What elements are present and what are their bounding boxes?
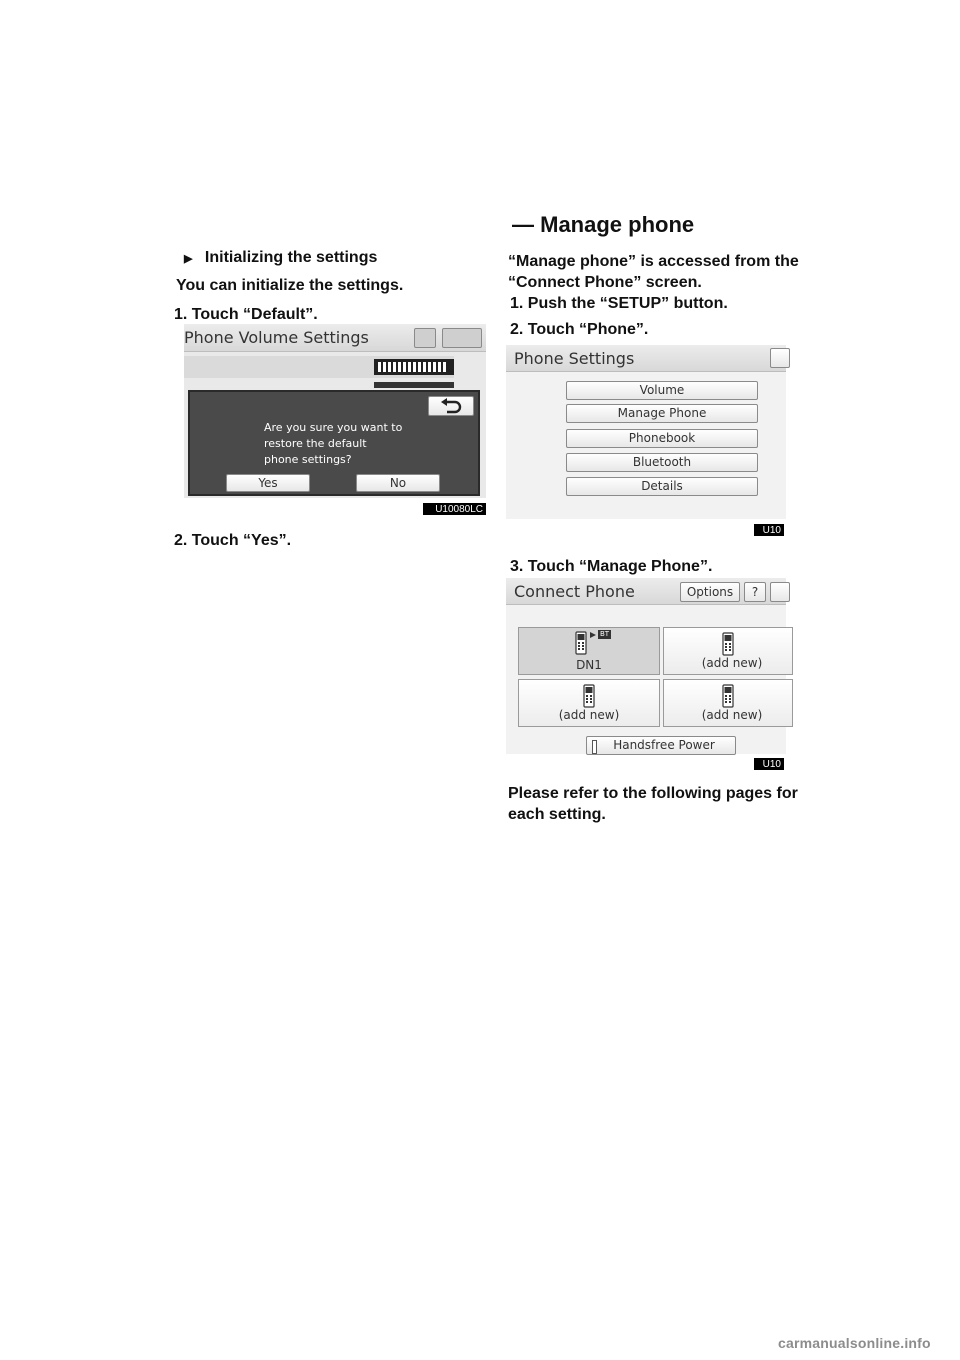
tile-label-2: (add new) (701, 656, 763, 670)
handsfree-indicator (592, 740, 597, 754)
left-step-1: 1. Touch “Default”. (174, 306, 318, 323)
menu-details[interactable]: Details (566, 477, 758, 496)
help-button[interactable]: ? (744, 582, 766, 602)
dialog-line-2: restore the default (264, 437, 367, 450)
phone-icon (575, 631, 587, 655)
connect-phone-screen (506, 578, 786, 754)
connect-phone-corner-button[interactable] (770, 582, 790, 602)
no-button[interactable]: No (356, 474, 440, 492)
phone-settings-corner-button[interactable] (770, 348, 790, 368)
phone-settings-title: Phone Settings (514, 349, 635, 368)
connect-phone-title: Connect Phone (514, 582, 635, 601)
bluetooth-arrow-icon (589, 631, 597, 639)
tile-label-3: (add new) (558, 708, 620, 722)
volume-level-bar[interactable] (374, 359, 454, 375)
right-step-2: 2. Touch “Phone”. (510, 321, 649, 338)
image-code-connect-phone: U10 (754, 758, 784, 770)
back-arrow-icon (439, 398, 463, 414)
right-outro-line-1: Please refer to the following pages for (508, 785, 798, 802)
tile-label-4: (add new) (701, 708, 763, 722)
dialog-line-1: Are you sure you want to (264, 421, 403, 434)
right-outro-line-2: each setting. (508, 806, 606, 823)
phone-tile-2[interactable] (663, 627, 793, 675)
menu-phonebook[interactable]: Phonebook (566, 429, 758, 448)
footer-watermark: carmanualsonline.info (778, 1335, 931, 1351)
phone-tile-1[interactable] (518, 627, 660, 675)
connect-phone-title-bar (506, 578, 786, 605)
screen-title: Phone Volume Settings (184, 328, 369, 347)
phone-settings-screen (506, 345, 786, 519)
right-step-3: 3. Touch “Manage Phone”. (510, 558, 713, 575)
phone-settings-title-bar (506, 345, 786, 372)
screen-button-blank[interactable] (414, 328, 436, 348)
yes-button[interactable]: Yes (226, 474, 310, 492)
volume-row-1 (184, 356, 454, 378)
phone-icon (722, 632, 734, 656)
left-intro: You can initialize the settings. (176, 277, 404, 294)
handsfree-power-label: Handsfree Power (613, 738, 715, 752)
phone-tile-3[interactable] (518, 679, 660, 727)
handsfree-power-button[interactable] (586, 736, 736, 755)
subheading: Initializing the settings (204, 249, 378, 266)
screen-title-bar (184, 324, 486, 352)
tile-label-1: DN1 (576, 658, 602, 672)
right-intro-line-2: “Connect Phone” screen. (508, 274, 702, 291)
phone-volume-settings-screen (184, 324, 486, 498)
left-step-2: 2. Touch “Yes”. (174, 532, 292, 549)
phone-icon (583, 684, 595, 708)
menu-volume[interactable]: Volume (566, 381, 758, 400)
confirm-dialog (188, 390, 480, 496)
section-title: — Manage phone (512, 212, 695, 237)
image-code-left: U10080LC (423, 503, 486, 515)
right-intro-line-1: “Manage phone” is accessed from the (508, 253, 799, 270)
dialog-line-3: phone settings? (264, 453, 352, 466)
dialog-back-button[interactable] (428, 396, 474, 416)
volume-level-bar-2 (374, 382, 454, 388)
menu-manage-phone[interactable]: Manage Phone (566, 404, 758, 423)
dialog-message (264, 420, 402, 468)
right-column (508, 0, 799, 1000)
image-code-phone-settings: U10 (754, 524, 784, 536)
right-step-1: 1. Push the “SETUP” button. (510, 295, 728, 312)
screen-back-button[interactable] (442, 328, 482, 348)
options-button[interactable]: Options (680, 582, 740, 602)
phone-icon (722, 684, 734, 708)
bt-badge: BT (600, 630, 610, 638)
phone-tile-4[interactable] (663, 679, 793, 727)
menu-bluetooth[interactable]: Bluetooth (566, 453, 758, 472)
left-column (174, 0, 500, 1000)
bullet-icon: ▶ (184, 253, 193, 265)
